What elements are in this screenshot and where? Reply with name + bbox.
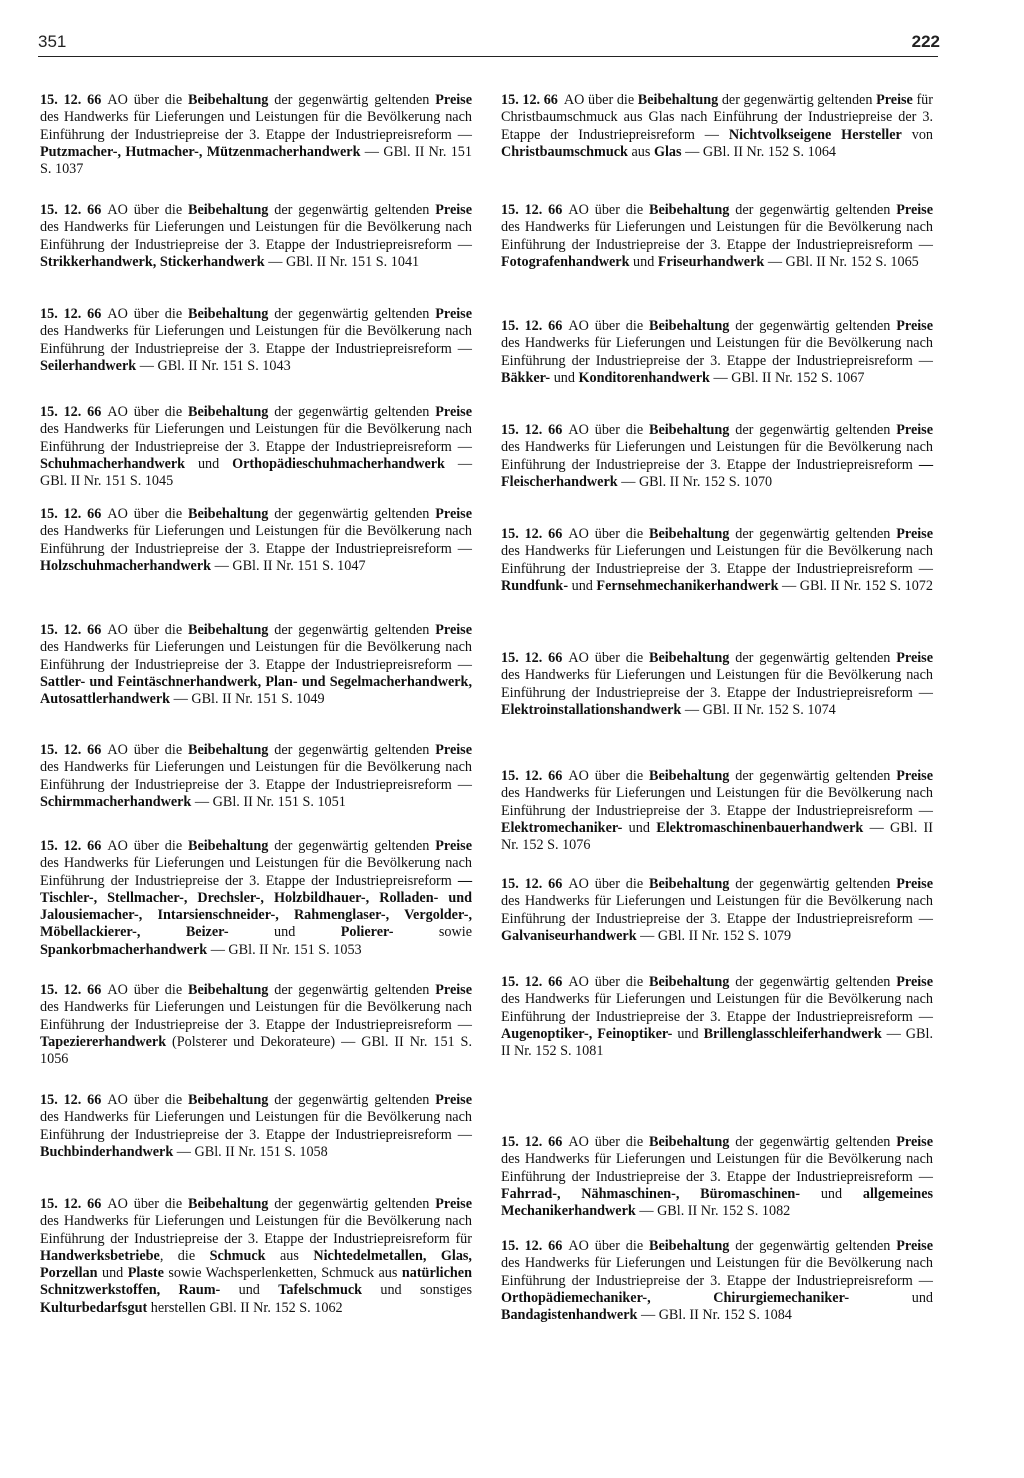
entry-text: des Handwerks für Lieferungen und Leistungen für die Bevölkerung nach Einführung der Industriepreise der 3. Etappe der Industriepreisreform —: [501, 1151, 933, 1185]
entry-keyword: Bäkker-: [501, 369, 551, 386]
entry-text: — GBl. II Nr. 151 S. 1047: [211, 557, 366, 574]
entry-keyword: Holzschuhmacherhandwerk: [40, 557, 212, 574]
entry-keyword: Preise: [435, 622, 472, 638]
entry-keyword: Beibehaltung: [187, 838, 269, 854]
entry-keyword: Preise: [896, 768, 933, 784]
entry-keyword: Orthopädieschuhmacherhandwerk: [232, 455, 445, 472]
entry-text: der gegenwärtig geltenden: [729, 876, 897, 892]
entry-text: der gegenwärtig geltenden: [729, 768, 897, 784]
entry-text: des Handwerks für Lieferungen und Leistungen für die Bevölkerung nach Einführung der Industriepreise der 3. Etappe der Industriepreisreform —: [40, 523, 472, 557]
entry-text: des Handwerks für Lieferungen und Leistungen für die Bevölkerung nach Einführung der Industriepreise der 3. Etappe der Industriepreisreform —: [40, 759, 472, 793]
entry-keyword: — Tischler-, Stellmacher-, Drechsler-, Holzbildhauer-, Rolladen- und Jalousiemacher-, Intarsienschneider-, Rahmenglaser-, Vergolder-, Möbellackierer-, Beizer-: [40, 872, 472, 941]
entry-text: und: [568, 577, 597, 594]
entry-text: der gegenwärtig geltenden: [268, 306, 436, 322]
entry-keyword: allgemeines Mechanikerhandwerk: [501, 1185, 934, 1220]
entry-text: des Handwerks für Lieferungen und Leistungen für die Bevölkerung nach Einführung der Industriepreise der 3. Etappe der Industriepreisreform —: [501, 991, 933, 1025]
entry-text: der gegenwärtig geltenden: [268, 982, 436, 998]
register-entry: [40, 404, 472, 490]
register-entry: [501, 526, 933, 595]
entry-keyword: Preise: [435, 1092, 472, 1108]
entry-text: des Handwerks für Lieferungen und Leistungen für die Bevölkerung nach Einführung der Industriepreise der 3. Etappe der Industriepreisreform —: [501, 1255, 933, 1289]
entry-keyword: Beibehaltung: [648, 422, 730, 438]
entry-text: AO über die: [568, 974, 649, 990]
entry-keyword: Putzmacher-, Hutmacher-, Mützenmacherhandwerk: [40, 143, 361, 160]
entry-keyword: Augenoptiker-, Feinoptiker-: [501, 1025, 673, 1042]
entry-text: der gegenwärtig geltenden: [268, 404, 436, 420]
entry-date: 15. 12. 66: [40, 306, 102, 322]
entry-text: AO über die: [107, 404, 188, 420]
entry-keyword: Nichtvolkseigene Hersteller: [728, 126, 902, 143]
entry-text: (Polsterer und Dekorateure) — GBl. II Nr. 151 S. 1056: [40, 1033, 472, 1068]
entry-text: aus: [265, 1247, 314, 1264]
entry-text: AO über die: [568, 876, 649, 892]
entry-keyword: Beibehaltung: [648, 974, 730, 990]
entry-text: — GBl. II Nr. 152 S. 1076: [501, 819, 933, 854]
entry-date: 15. 12. 66: [40, 1092, 102, 1108]
entry-text: von: [901, 126, 934, 143]
entry-text: und: [228, 924, 341, 941]
entry-keyword: Preise: [896, 650, 933, 666]
entry-date: 15. 12. 66: [501, 202, 563, 218]
entry-keyword: Beibehaltung: [648, 876, 730, 892]
entry-keyword: Preise: [896, 876, 933, 892]
entry-text: des Handwerks für Lieferungen und Leistungen für die Bevölkerung nach Einführung der Industriepreise der 3. Etappe der Industriepreisreform —: [501, 543, 933, 577]
entry-text: — GBl. II Nr. 151 S. 1051: [191, 793, 346, 810]
entry-text: sowie Wachsperlenketten, Schmuck aus: [163, 1265, 402, 1282]
register-entry: [501, 422, 933, 491]
register-entry: [501, 318, 933, 387]
entry-keyword: Schirmmacherhandwerk: [40, 793, 192, 810]
register-entry: [40, 982, 472, 1068]
entry-keyword: Buchbinderhandwerk: [40, 1143, 174, 1160]
entry-text: — GBl. II Nr. 152 S. 1067: [709, 369, 865, 386]
entry-date: 15. 12. 66: [501, 650, 563, 666]
entry-date: 15. 12. 66: [501, 526, 563, 542]
page-number-left: 351: [38, 32, 67, 51]
entry-keyword: Schuhmacherhandwerk: [40, 455, 186, 472]
entry-keyword: Galvaniseurhandwerk: [501, 927, 637, 944]
entry-text: und: [672, 1025, 704, 1042]
entry-keyword: Preise: [435, 1196, 472, 1212]
entry-keyword: Nichtedelmetallen, Glas, Porzellan: [40, 1247, 472, 1282]
register-entry: [40, 92, 472, 178]
entry-keyword: Beibehaltung: [187, 1092, 269, 1108]
entry-text: des Handwerks für Lieferungen und Leistungen für die Bevölkerung nach Einführung der Industriepreise der 3. Etappe der Industriepreisreform —: [40, 323, 472, 357]
register-entry: [501, 876, 933, 945]
entry-text: des Handwerks für Lieferungen und Leistungen für die Bevölkerung nach Einführung der Industriepreise der 3. Etappe der Industriepreisreform —: [40, 999, 472, 1033]
entry-keyword: Preise: [435, 742, 472, 758]
entry-text: des Handwerks für Lieferungen und Leistungen für die Bevölkerung nach Einführung der Industriepreise der 3. Etappe der Industriepreisreform —: [501, 335, 933, 369]
register-entry: [501, 768, 933, 854]
entry-date: 15. 12. 66: [40, 982, 102, 998]
entry-keyword: Schmuck: [209, 1247, 266, 1264]
entry-text: der gegenwärtig geltenden: [268, 742, 436, 758]
entry-date: 15. 12. 66: [501, 1238, 563, 1254]
entry-text: des Handwerks für Lieferungen und Leistungen für die Bevölkerung nach Einführung der Industriepreise der 3. Etappe der Industriepreisreform —: [40, 639, 472, 673]
entry-text: des Handwerks für Lieferungen und Leistungen für die Bevölkerung nach Einführung der Industriepreise der 3. Etappe der Industriepreisreform —: [501, 785, 933, 819]
entry-keyword: Beibehaltung: [187, 742, 269, 758]
register-entry: [40, 742, 472, 811]
entry-text: des Handwerks für Lieferungen und Leistungen für die Bevölkerung nach Einführung der Industriepreise der 3. Etappe der Industriepreisreform —: [501, 893, 933, 927]
entry-date: 15. 12. 66: [501, 876, 563, 892]
entry-keyword: Seilerhandwerk: [40, 357, 137, 374]
entry-keyword: Brillenglasschleiferhandwerk: [703, 1025, 882, 1042]
entry-text: AO über die: [568, 318, 649, 334]
entry-text: der gegenwärtig geltenden: [729, 1238, 897, 1254]
entry-text: AO über die: [568, 526, 649, 542]
entry-date: 15. 12. 66: [501, 422, 563, 438]
entry-date: 15. 12. 66: [40, 506, 102, 522]
entry-keyword: Tapeziererhandwerk: [40, 1033, 167, 1050]
entry-keyword: Polierer-: [340, 924, 394, 941]
entry-text: — GBl. II Nr. 152 S. 1065: [764, 253, 919, 270]
register-entry: [40, 506, 472, 575]
entry-keyword: — Fleischerhandwerk: [501, 456, 933, 490]
register-entry: [40, 1196, 472, 1317]
entry-keyword: Beibehaltung: [648, 1238, 730, 1254]
entry-text: herstellen GBl. II Nr. 152 S. 1062: [147, 1299, 343, 1316]
entry-text: sowie: [393, 924, 472, 941]
entry-date: 15. 12. 66: [40, 92, 102, 108]
entry-text: und: [97, 1265, 128, 1282]
entry-keyword: Spankorbmacherhandwerk: [40, 941, 208, 958]
entry-text: — GBl. II Nr. 151 S. 1037: [40, 143, 472, 178]
entry-keyword: Beibehaltung: [648, 650, 730, 666]
entry-text: — GBl. II Nr. 152 S. 1064: [681, 143, 837, 160]
entry-keyword: Elektromechaniker-: [501, 819, 623, 836]
entry-text: der gegenwärtig geltenden: [268, 1196, 436, 1212]
entry-keyword: Beibehaltung: [187, 404, 269, 420]
entry-keyword: Orthopädiemechaniker-, Chirurgiemechaniker-: [501, 1289, 850, 1306]
header-rule: [38, 56, 938, 57]
entry-keyword: Beibehaltung: [187, 506, 269, 522]
entry-keyword: Glas: [653, 143, 682, 160]
entry-text: der gegenwärtig geltenden: [268, 92, 436, 108]
entry-keyword: Preise: [896, 318, 933, 334]
entry-date: 15. 12. 66: [40, 1196, 102, 1212]
entry-text: des Handwerks für Lieferungen und Leistungen für die Bevölkerung nach Einführung der Industriepreise der 3. Etappe der Industriepreisreform —: [501, 667, 933, 701]
entry-text: AO über die: [107, 622, 188, 638]
entry-text: AO über die: [107, 202, 188, 218]
entry-text: der gegenwärtig geltenden: [718, 92, 877, 108]
entry-text: und: [800, 1185, 863, 1202]
entry-keyword: Konditorenhandwerk: [578, 369, 710, 386]
entry-keyword: Preise: [896, 974, 933, 990]
entry-keyword: Bandagistenhandwerk: [501, 1307, 638, 1324]
entry-keyword: Preise: [896, 526, 933, 542]
register-entry: [501, 1238, 933, 1324]
entry-text: — GBl. II Nr. 152 S. 1082: [635, 1203, 791, 1220]
entry-keyword: Beibehaltung: [648, 202, 730, 218]
entry-text: des Handwerks für Lieferungen und Leistungen für die Bevölkerung nach Einführung der Industriepreise der 3. Etappe der Industriepreisreform —: [40, 1109, 472, 1143]
entry-keyword: Fotografenhandwerk: [501, 253, 630, 270]
entry-text: AO über die: [568, 202, 649, 218]
entry-keyword: Preise: [435, 982, 472, 998]
register-entry: [501, 92, 933, 161]
entry-keyword: Handwerksbetriebe: [40, 1247, 160, 1264]
entry-text: AO über die: [568, 1238, 649, 1254]
entry-keyword: Sattler- und Feintäschnerhandwerk, Plan- und Segelmacherhandwerk, Autosattlerhandwerk: [40, 673, 472, 708]
entry-keyword: Preise: [876, 92, 913, 108]
entry-text: AO über die: [568, 650, 649, 666]
entry-keyword: Beibehaltung: [187, 202, 269, 218]
entry-text: der gegenwärtig geltenden: [268, 838, 436, 854]
register-entry: [501, 202, 933, 271]
entry-text: — GBl. II Nr. 152 S. 1081: [501, 1025, 934, 1060]
register-entry: [40, 838, 472, 959]
entry-keyword: Preise: [435, 404, 472, 420]
entry-keyword: Elektromaschinenbauerhandwerk: [656, 819, 864, 836]
entry-keyword: Rundfunk-: [501, 577, 569, 594]
entry-text: — GBl. II Nr. 152 S. 1084: [637, 1307, 792, 1324]
page-number-right: 222: [911, 32, 940, 51]
entry-text: AO über die: [563, 92, 638, 108]
entry-text: des Handwerks für Lieferungen und Leistungen für die Bevölkerung nach Einführung der Industriepreise der 3. Etappe der Industriepreisreform —: [40, 421, 472, 455]
entry-text: AO über die: [107, 1196, 188, 1212]
entry-text: — GBl. II Nr. 151 S. 1043: [136, 357, 291, 374]
entry-date: 15. 12. 66: [501, 1134, 563, 1150]
entry-keyword: Christbaumschmuck: [501, 143, 628, 160]
entry-keyword: Beibehaltung: [648, 768, 730, 784]
register-entry: [501, 650, 933, 719]
entry-text: und: [629, 253, 658, 270]
entry-text: der gegenwärtig geltenden: [268, 1092, 436, 1108]
entry-text: AO über die: [107, 1092, 188, 1108]
entry-date: 15. 12. 66: [40, 202, 102, 218]
register-entry: [40, 1092, 472, 1161]
entry-text: — GBl. II Nr. 151 S. 1049: [170, 691, 325, 708]
entry-text: für Christbaumschmuck aus Glas nach Einführung der Industriepreise der 3. Etappe der Industriepreisreform —: [501, 92, 933, 143]
entry-keyword: Beibehaltung: [637, 92, 719, 108]
entry-text: des Handwerks für Lieferungen und Leistungen für die Bevölkerung nach Einführung der Industriepreise der 3. Etappe der Industriepreisreform: [40, 855, 472, 889]
entry-keyword: Preise: [435, 202, 472, 218]
entry-text: — GBl. II Nr. 151 S. 1058: [173, 1143, 328, 1160]
register-entry: [501, 974, 933, 1060]
entry-text: und: [849, 1289, 934, 1306]
entry-text: der gegenwärtig geltenden: [729, 422, 897, 438]
entry-text: — GBl. II Nr. 152 S. 1079: [636, 927, 792, 944]
entry-keyword: Beibehaltung: [648, 526, 730, 542]
entry-keyword: Beibehaltung: [187, 622, 269, 638]
entry-text: und: [550, 369, 579, 386]
entry-keyword: Friseurhandwerk: [657, 253, 765, 270]
entry-text: — GBl. II Nr. 152 S. 1074: [681, 701, 836, 718]
entry-keyword: Fernsehmechanikerhandwerk: [596, 577, 779, 594]
entry-keyword: Preise: [435, 92, 472, 108]
register-entry: [40, 306, 472, 375]
entry-keyword: Preise: [435, 838, 472, 854]
entry-text: der gegenwärtig geltenden: [268, 202, 436, 218]
entry-keyword: Plaste: [127, 1265, 164, 1282]
entry-date: 15. 12. 66: [40, 404, 102, 420]
entry-text: der gegenwärtig geltenden: [729, 974, 897, 990]
entry-text: der gegenwärtig geltenden: [268, 506, 436, 522]
entry-text: und: [220, 1282, 279, 1299]
entry-text: — GBl. II Nr. 151 S. 1053: [207, 941, 362, 958]
entry-text: AO über die: [568, 768, 649, 784]
entry-keyword: Preise: [896, 1134, 933, 1150]
entry-keyword: Preise: [435, 506, 472, 522]
entry-text: des Handwerks für Lieferungen und Leistungen für die Bevölkerung nach Einführung der Industriepreise der 3. Etappe der Industriepreisreform für: [40, 1213, 472, 1247]
entry-keyword: Beibehaltung: [187, 306, 269, 322]
entry-keyword: Beibehaltung: [648, 1134, 730, 1150]
entry-text: der gegenwärtig geltenden: [729, 650, 897, 666]
entry-text: AO über die: [107, 506, 188, 522]
register-entry: [501, 1134, 933, 1220]
entry-text: und sonstiges: [362, 1282, 472, 1299]
entry-keyword: natürlichen Schnitzwerkstoffen, Raum-: [40, 1265, 472, 1299]
entry-text: des Handwerks für Lieferungen und Leistungen für die Bevölkerung nach Einführung der Industriepreise der 3. Etappe der Industriepreisreform —: [40, 109, 472, 143]
entry-text: und: [622, 819, 657, 836]
entry-text: aus: [627, 143, 654, 160]
entry-keyword: Strikkerhandwerk, Stickerhandwerk: [40, 253, 265, 270]
register-entry: [40, 202, 472, 271]
entry-date: 15. 12. 66: [501, 92, 558, 108]
entry-text: der gegenwärtig geltenden: [729, 526, 897, 542]
entry-keyword: Beibehaltung: [187, 1196, 269, 1212]
entry-text: der gegenwärtig geltenden: [729, 318, 897, 334]
entry-text: , die: [159, 1247, 210, 1264]
entry-text: der gegenwärtig geltenden: [268, 622, 436, 638]
entry-text: des Handwerks für Lieferungen und Leistungen für die Bevölkerung nach Einführung der Industriepreise der 3. Etappe der Industriepreisreform —: [501, 219, 933, 253]
entry-text: AO über die: [107, 306, 188, 322]
entry-text: — GBl. II Nr. 151 S. 1041: [264, 253, 420, 270]
entry-text: der gegenwärtig geltenden: [729, 202, 897, 218]
entry-keyword: Preise: [435, 306, 472, 322]
entry-date: 15. 12. 66: [40, 838, 102, 854]
entry-text: AO über die: [107, 838, 188, 854]
entry-date: 15. 12. 66: [501, 974, 563, 990]
entry-keyword: Fahrrad-, Nähmaschinen-, Büromaschinen-: [501, 1185, 801, 1202]
entry-text: AO über die: [568, 1134, 649, 1150]
entry-text: des Handwerks für Lieferungen und Leistungen für die Bevölkerung nach Einführung der Industriepreise der 3. Etappe der Industriepreisreform —: [40, 219, 472, 253]
entry-text: — GBl. II Nr. 152 S. 1070: [617, 473, 773, 490]
entry-text: der gegenwärtig geltenden: [729, 1134, 897, 1150]
entry-keyword: Beibehaltung: [187, 92, 269, 108]
entry-keyword: Beibehaltung: [648, 318, 730, 334]
entry-date: 15. 12. 66: [501, 768, 563, 784]
entry-keyword: Tafelschmuck: [278, 1282, 363, 1299]
register-entry: [40, 622, 472, 708]
entry-text: AO über die: [107, 982, 188, 998]
entry-text: — GBl. II Nr. 151 S. 1045: [40, 455, 472, 490]
entry-text: — GBl. II Nr. 152 S. 1072: [778, 577, 933, 594]
entry-date: 15. 12. 66: [40, 742, 102, 758]
entry-keyword: Beibehaltung: [187, 982, 269, 998]
entry-date: 15. 12. 66: [40, 622, 102, 638]
entry-date: 15. 12. 66: [501, 318, 563, 334]
entry-keyword: Preise: [896, 422, 933, 438]
entry-text: und: [185, 455, 233, 472]
entry-keyword: Preise: [896, 202, 933, 218]
entry-keyword: Kulturbedarfsgut: [40, 1299, 148, 1316]
entry-keyword: Preise: [896, 1238, 933, 1254]
entry-text: AO über die: [107, 742, 188, 758]
entry-text: AO über die: [107, 92, 188, 108]
entry-text: AO über die: [568, 422, 649, 438]
entry-keyword: Elektroinstallationshandwerk: [501, 701, 682, 718]
entry-text: des Handwerks für Lieferungen und Leistungen für die Bevölkerung nach Einführung der Industriepreise der 3. Etappe der Industriepreisreform: [501, 439, 933, 473]
